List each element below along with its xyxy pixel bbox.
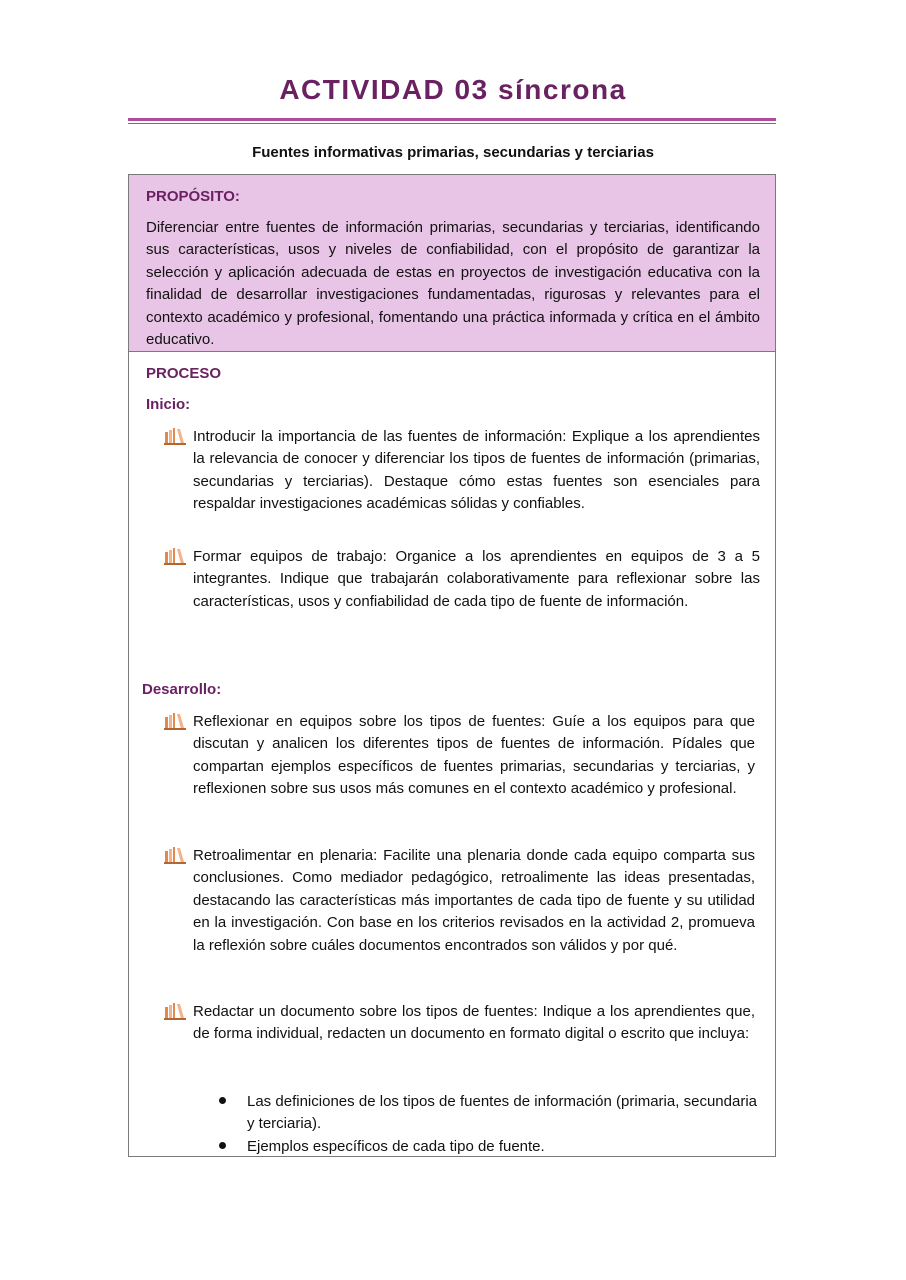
purpose-label: PROPÓSITO: <box>146 188 240 205</box>
title-divider-thin <box>128 123 776 124</box>
books-icon <box>164 1002 186 1020</box>
inicio-step-1 <box>164 426 760 516</box>
activity-table <box>128 174 776 1157</box>
desarrollo-step-3 <box>164 1001 755 1046</box>
desarrollo-step-1 <box>164 711 755 801</box>
title-divider-thick <box>128 118 776 121</box>
list-item-text: Ejemplos específicos de cada tipo de fuente. <box>247 1138 545 1155</box>
books-icon <box>164 547 186 565</box>
page-title: ACTIVIDAD 03 síncrona <box>279 74 627 105</box>
process-label: PROCESO <box>146 365 222 382</box>
inicio-step-2 <box>164 546 760 613</box>
purpose-text: Diferenciar entre fuentes de información primarias, secundarias y terciarias, identificando sus características, usos y niveles de confiabilidad, con el propósito de garantizar la selección y aplicación adecuada de estas en proyectos de investigación educativa con la finalidad de desarrollar investigaciones fundamentadas, rigurosas y relevantes para el contexto académico y profesional, fomentando una práctica informada y crítica en el ámbito educativo. <box>146 219 760 349</box>
inicio-step-2-text: Formar equipos de trabajo: Organice a los aprendientes en equipos de 3 a 5 integrantes. Indique que trabajarán colaborativamente para reflexionar sobre las características, usos y confiabilidad de cada tipo de fuente de información. <box>193 548 760 610</box>
books-icon <box>164 427 186 445</box>
desarrollo-step-2-text: Retroalimentar en plenaria: Facilite una plenaria donde cada equipo comparta sus conclusiones. Como mediador pedagógico, retroalimente las ideas presentadas, destacando las características más importantes de cada tipo de fuente y su utilidad en la investigación. Con base en los criterios revisados en la actividad 2, promueva la reflexión sobre cuáles documentos encontrados son válidos y por qué. <box>193 847 755 954</box>
desarrollo-step-2 <box>164 845 755 957</box>
inicio-step-1-text: Introducir la importancia de las fuentes de información: Explique a los aprendientes la relevancia de conocer y diferenciar los tipos de fuentes de información (primarias, secundarias y terciarias). Destaque cómo estas fuentes son esenciales para respaldar investigaciones académicas sólidas y confiables. <box>193 428 760 513</box>
purpose-section <box>129 175 775 352</box>
books-icon <box>164 712 186 730</box>
desarrollo-label: Desarrollo: <box>142 681 222 698</box>
inicio-label: Inicio: <box>146 396 191 413</box>
list-item <box>219 1091 757 1136</box>
desarrollo-step-1-text: Reflexionar en equipos sobre los tipos de fuentes: Guíe a los equipos para que discutan y analicen los diferentes tipos de fuentes de información. Pídales que compartan ejemplos específicos de fuentes primarias, secundarias y terciarias, y reflexionen sobre sus usos más comunes en el contexto académico y profesional. <box>193 713 755 798</box>
list-item-text: Las definiciones de los tipos de fuentes de información (primaria, secundaria y terciaria). <box>247 1093 757 1133</box>
bullet-dot-icon <box>219 1097 226 1104</box>
page-subtitle: Fuentes informativas primarias, secundarias y terciarias <box>252 144 654 161</box>
list-item <box>219 1136 757 1158</box>
bullet-dot-icon <box>219 1142 226 1149</box>
desarrollo-step-3-text: Redactar un documento sobre los tipos de fuentes: Indique a los aprendientes que, de forma individual, redacten un documento en formato digital o escrito que incluya: <box>193 1003 755 1043</box>
books-icon <box>164 846 186 864</box>
